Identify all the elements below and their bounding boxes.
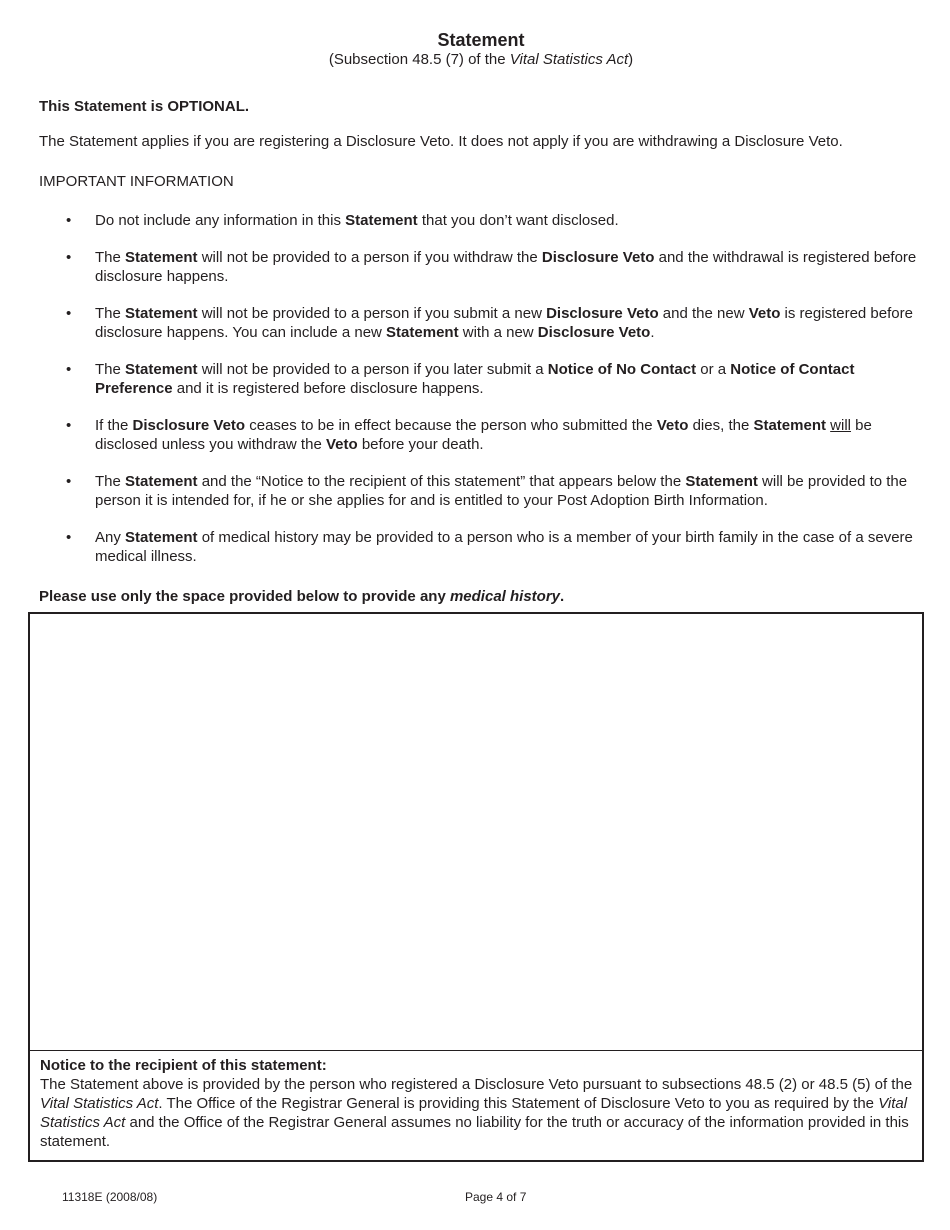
- bold-term: Statement: [753, 417, 826, 434]
- text: be disclosed unless you withdraw the: [95, 417, 872, 453]
- notice-body: [40, 1075, 924, 1151]
- italic-term: Vital Statistics Act: [40, 1095, 908, 1131]
- underlined-term: will: [830, 417, 852, 434]
- bold-term: Notice of No Contact: [547, 361, 697, 378]
- bold-term: Statement: [386, 324, 459, 341]
- italic-term: medical history: [449, 588, 561, 605]
- text: The: [95, 249, 126, 266]
- bullet-icon: •: [66, 249, 72, 266]
- text: will not be provided to a person if you submit a new: [197, 305, 547, 322]
- list-item: [39, 472, 924, 510]
- text: Any: [95, 529, 126, 546]
- bold-term: Statement: [345, 212, 418, 229]
- bold-term: Disclosure Veto: [541, 249, 655, 266]
- bold-term: Statement: [125, 473, 198, 490]
- text: will not be provided to a person if you withdraw the: [197, 249, 542, 266]
- list-item: [39, 416, 924, 454]
- page-number: Page 4 of 7: [465, 1190, 527, 1204]
- text: with a new: [458, 324, 538, 341]
- text: and the new: [658, 305, 749, 322]
- text: . The Office of the Registrar General is providing this Statement of Disclosure Veto to you as required by the: [158, 1095, 879, 1112]
- list-item: [39, 248, 924, 286]
- page-subtitle: [0, 51, 950, 69]
- list-item: [39, 304, 924, 342]
- bullet-icon: •: [66, 473, 72, 490]
- text: The: [95, 473, 126, 490]
- important-heading: IMPORTANT INFORMATION: [39, 173, 234, 190]
- bold-term: Veto: [325, 436, 358, 453]
- text: Please use only the space provided below to provide any: [39, 588, 450, 605]
- text: dies, the: [688, 417, 754, 434]
- subtitle-prefix: (Subsection 48.5 (7) of the: [328, 51, 510, 68]
- bold-term: Disclosure Veto: [537, 324, 651, 341]
- text: ceases to be in effect because the person who submitted the: [245, 417, 657, 434]
- bold-term: Statement: [685, 473, 758, 490]
- bold-term: Veto: [748, 305, 781, 322]
- subtitle-act-name: Vital Statistics Act: [509, 51, 629, 68]
- bullet-icon: •: [66, 529, 72, 546]
- bullet-icon: •: [66, 212, 72, 229]
- bold-term: Disclosure Veto: [546, 305, 659, 322]
- bold-term: Notice of Contact Preference: [95, 361, 855, 397]
- medical-history-input[interactable]: [30, 614, 922, 1050]
- page-title: Statement: [437, 30, 525, 50]
- recipient-notice: [30, 1050, 922, 1160]
- subtitle-suffix: ): [628, 51, 634, 68]
- text: If the: [95, 417, 133, 434]
- text: The: [95, 305, 126, 322]
- text: is registered before disclosure happens. You can include a new: [95, 305, 913, 341]
- statement-box: [28, 612, 924, 1162]
- bold-term: Statement: [125, 305, 198, 322]
- bullet-icon: •: [66, 361, 72, 378]
- bullet-icon: •: [66, 417, 72, 434]
- text: before your death.: [357, 436, 484, 453]
- optional-note: This Statement is OPTIONAL.: [39, 98, 250, 115]
- bullet-icon: •: [66, 305, 72, 322]
- text: and it is registered before disclosure happens.: [172, 380, 484, 397]
- list-item: [39, 528, 924, 566]
- text: and the “Notice to the recipient of this statement” that appears below the: [197, 473, 686, 490]
- bold-term: Veto: [656, 417, 689, 434]
- text: .: [560, 588, 565, 605]
- bold-term: Statement: [125, 361, 198, 378]
- text: and the withdrawal is registered before disclosure happens.: [95, 249, 917, 285]
- text: and the Office of the Registrar General assumes no liability for the truth or accuracy of the information provided in this statement.: [40, 1114, 909, 1150]
- applies-text: The Statement applies if you are registering a Disclosure Veto. It does not apply if you are withdrawing a Disclosure Veto.: [39, 133, 843, 150]
- text: The Statement above is provided by the person who registered a Disclosure Veto pursuant to subsections 48.5 (2) or 48.5 (5) of the: [40, 1076, 913, 1093]
- bold-term: Statement: [125, 529, 198, 546]
- notice-heading: Notice to the recipient of this statement:: [40, 1057, 327, 1074]
- medical-history-instruction: [39, 587, 564, 606]
- bold-term: Statement: [125, 249, 198, 266]
- text: .: [650, 324, 655, 341]
- form-number: 11318E (2008/08): [62, 1190, 158, 1204]
- text: The: [95, 361, 126, 378]
- italic-term: Vital Statistics Act: [40, 1095, 159, 1112]
- text: will not be provided to a person if you later submit a: [197, 361, 548, 378]
- list-item: [39, 360, 924, 398]
- bold-term: Disclosure Veto: [132, 417, 246, 434]
- text: that you don’t want disclosed.: [417, 212, 619, 229]
- list-item: [39, 211, 924, 230]
- text: Do not include any information in this: [95, 212, 346, 229]
- text: or a: [696, 361, 731, 378]
- text: of medical history may be provided to a person who is a member of your birth family in the case of a severe medical illness.: [95, 529, 913, 565]
- important-info-list: [39, 211, 924, 584]
- text: will be provided to the person it is intended for, if he or she applies for and is entitled to your Post Adoption Birth Information.: [95, 473, 908, 509]
